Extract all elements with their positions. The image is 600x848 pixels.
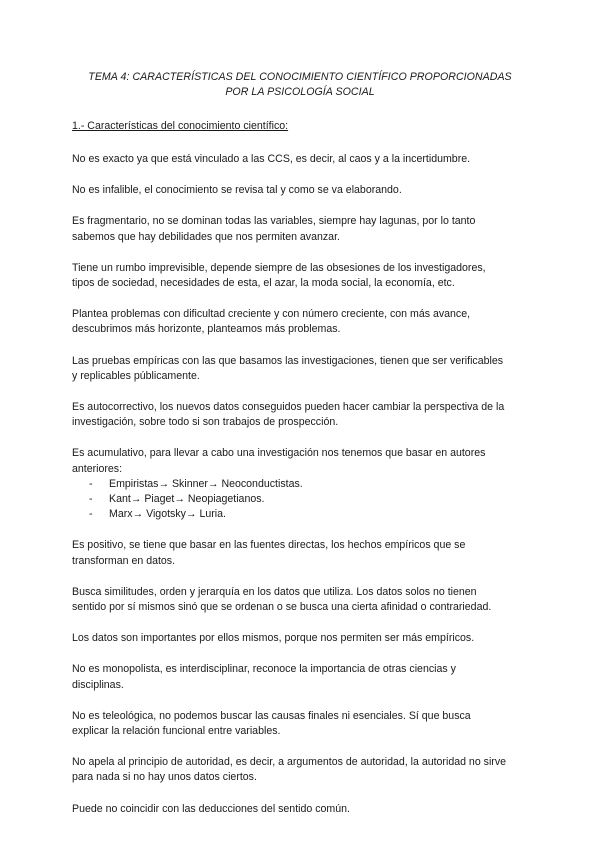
list-item [72,477,528,492]
list-item [72,507,528,522]
list-item-text: Empiristas→ Skinner→ Neoconductistas. [109,477,303,490]
page-title [72,70,528,100]
paragraph-similarities: Busca similitudes, orden y jerarquía en los datos que utiliza. Los datos solos no tienen sentido por sí mismos sinó que se ordenan o se busca una cierta afinidad o contrariedad. [72,585,492,614]
list-dash: - [89,493,93,506]
paragraph-fragmentary: Es fragmentario, no se dominan todas las variables, siempre hay lagunas, por lo tanto sabemos que hay debilidades que nos permiten avanzar. [72,215,476,243]
list-item-text: Kant→ Piaget→ Neopiagetianos. [109,493,265,506]
authors-list [72,477,528,523]
paragraph-common-sense: Puede no coincidir con las deducciones del sentido común. [72,802,350,815]
list-item-text: Marx→ Vigotsky→ Luria. [109,508,226,521]
title-line-1: TEMA 4: CARACTERÍSTICAS DEL CONOCIMIENTO CIENTÍFICO PROPORCIONADAS [88,71,512,83]
paragraph-authority: No apela al principio de autoridad, es decir, a argumentos de autoridad, la autoridad no sirve para nada si no hay unos datos ciertos. [72,756,507,784]
section-heading: 1.- Características del conocimiento científico: [72,120,289,132]
paragraph-not-exact: No es exacto ya que está vinculado a las CCS, es decir, al caos y a la incertidumbre. [72,153,471,165]
list-dash: - [89,508,93,521]
list-item [72,492,528,507]
paragraph-not-monopolist: No es monopolista, es interdisciplinar, reconoce la importancia de otras ciencias y disciplinas. [72,663,456,691]
paragraph-data-important: Los datos son importantes por ellos mismos, porque nos permiten ser más empíricos. [72,632,475,645]
title-line-2: POR LA PSICOLOGÍA SOCIAL [225,86,375,98]
paragraph-not-infallible: No es infalible, el conocimiento se revisa tal y como se va elaborando. [72,184,402,197]
list-dash: - [89,477,93,490]
paragraph-cumulative: Es acumulativo, para llevar a cabo una investigación nos tenemos que basar en autores anteriores: [72,447,486,475]
paragraph-empirical-tests: Las pruebas empíricas con las que basamos las investigaciones, tienen que ser verificables y replicables públicamente. [72,354,504,382]
paragraph-positive: Es positivo, se tiene que basar en las fuentes directas, los hechos empíricos que se transforman en datos. [72,539,466,567]
paragraph-problems: Plantea problemas con dificultad creciente y con número creciente, con más avance, descubrimos más horizonte, planteamos más problemas. [72,308,471,336]
paragraph-not-teleological: No es teleológica, no podemos buscar las causas finales ni esenciales. Sí que busca explicar la relación funcional entre variables. [72,709,471,738]
paragraph-self-corrective: Es autocorrectivo, los nuevos datos conseguidos pueden hacer cambiar la perspectiva de la investigación, sobre todo si son trabajos de prospección. [72,401,505,429]
paragraph-unpredictable: Tiene un rumbo imprevisible, depende siempre de las obsesiones de los investigadores, tipos de sociedad, necesidades de esta, el azar, la moda social, la economía, etc. [72,261,486,290]
